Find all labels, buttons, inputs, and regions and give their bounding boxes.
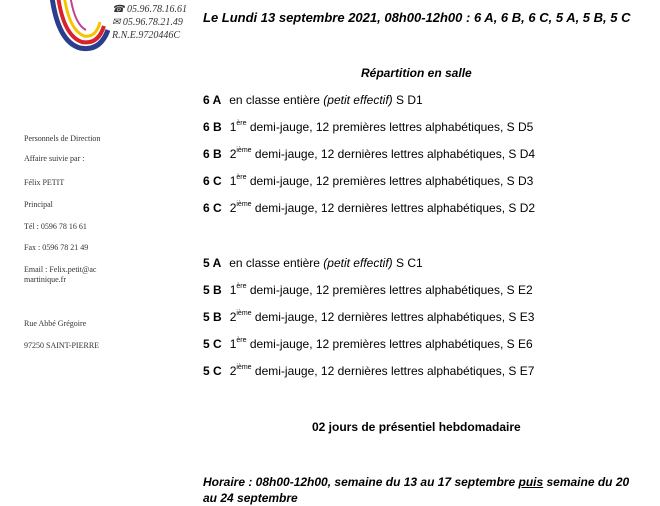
horaire-note: Horaire : 08h00-12h00, semaine du 13 au 17 septembre puis semaine du 20 au 24 septembre [203,475,630,505]
class-label: 5 C [203,364,222,378]
fax-icon: ✉ [112,17,121,28]
room-row: 6 A en classe entière (petit effectif) S D1 [203,93,423,107]
room-row: 6 B 2ième demi-jauge, 12 dernières lettres alphabétiques, S D4 [203,147,536,161]
class-label: 5 B [203,310,222,324]
class-label: 6 A [203,93,222,107]
sidebar-fax: Fax : 0596 78 21 49 [24,243,89,252]
class-label: 6 B [203,120,222,134]
sidebar-affaire: Affaire suivie par : [24,154,85,163]
contact-block [112,3,187,42]
presentiel-note: 02 jours de présentiel hebdomadaire [312,420,521,434]
sidebar-name: Félix PETIT [24,178,65,187]
room-row: 5 C 2ième demi-jauge, 12 dernières lettres alphabétiques, S E7 [203,364,535,378]
room-row: 5 B 2ième demi-jauge, 12 dernières lettres alphabétiques, S E3 [203,310,535,324]
sidebar-email[interactable]: Email : Felix.petit@ac [24,265,97,274]
sidebar-email-domain[interactable]: martinique.fr [24,275,66,284]
contact-fax: ✉ 05.96.78.21.49 [112,17,183,28]
school-logo [30,0,110,60]
header-date-line: Le Lundi 13 septembre 2021, 08h00-12h00 : 6 A, 6 B, 6 C, 5 A, 5 B, 5 C [203,10,631,25]
sidebar-direction: Personnels de Direction [24,134,101,143]
sidebar-role: Principal [24,200,53,209]
room-row: 6 C 2ième demi-jauge, 12 dernières lettres alphabétiques, S D2 [203,201,536,215]
sidebar-address-street: Rue Abbé Grégoire [24,319,87,328]
contact-phone: ☎ 05.96.78.16.61 [112,4,187,15]
class-label: 5 C [203,337,222,351]
phone-icon: ☎ [112,4,125,15]
class-label: 6 C [203,201,222,215]
sidebar-address-city: 97250 SAINT-PIERRE [24,341,100,350]
class-label: 6 B [203,147,222,161]
room-row: 5 B 1ère demi-jauge, 12 premières lettres alphabétiques, S E2 [203,283,533,297]
section-title: Répartition en salle [361,66,472,80]
room-row: 6 B 1ère demi-jauge, 12 premières lettres alphabétiques, S D5 [203,120,534,134]
class-label: 5 B [203,283,222,297]
sidebar-tel: Tél : 0596 78 16 61 [24,222,87,231]
room-row: 5 C 1ère demi-jauge, 12 premières lettres alphabétiques, S E6 [203,337,533,351]
room-row: 6 C 1ère demi-jauge, 12 premières lettres alphabétiques, S D3 [203,174,534,188]
room-row: 5 A en classe entière (petit effectif) S C1 [203,256,423,270]
class-label: 5 A [203,256,222,270]
class-label: 6 C [203,174,222,188]
contact-rne: R.N.E.9720446C [112,30,181,41]
